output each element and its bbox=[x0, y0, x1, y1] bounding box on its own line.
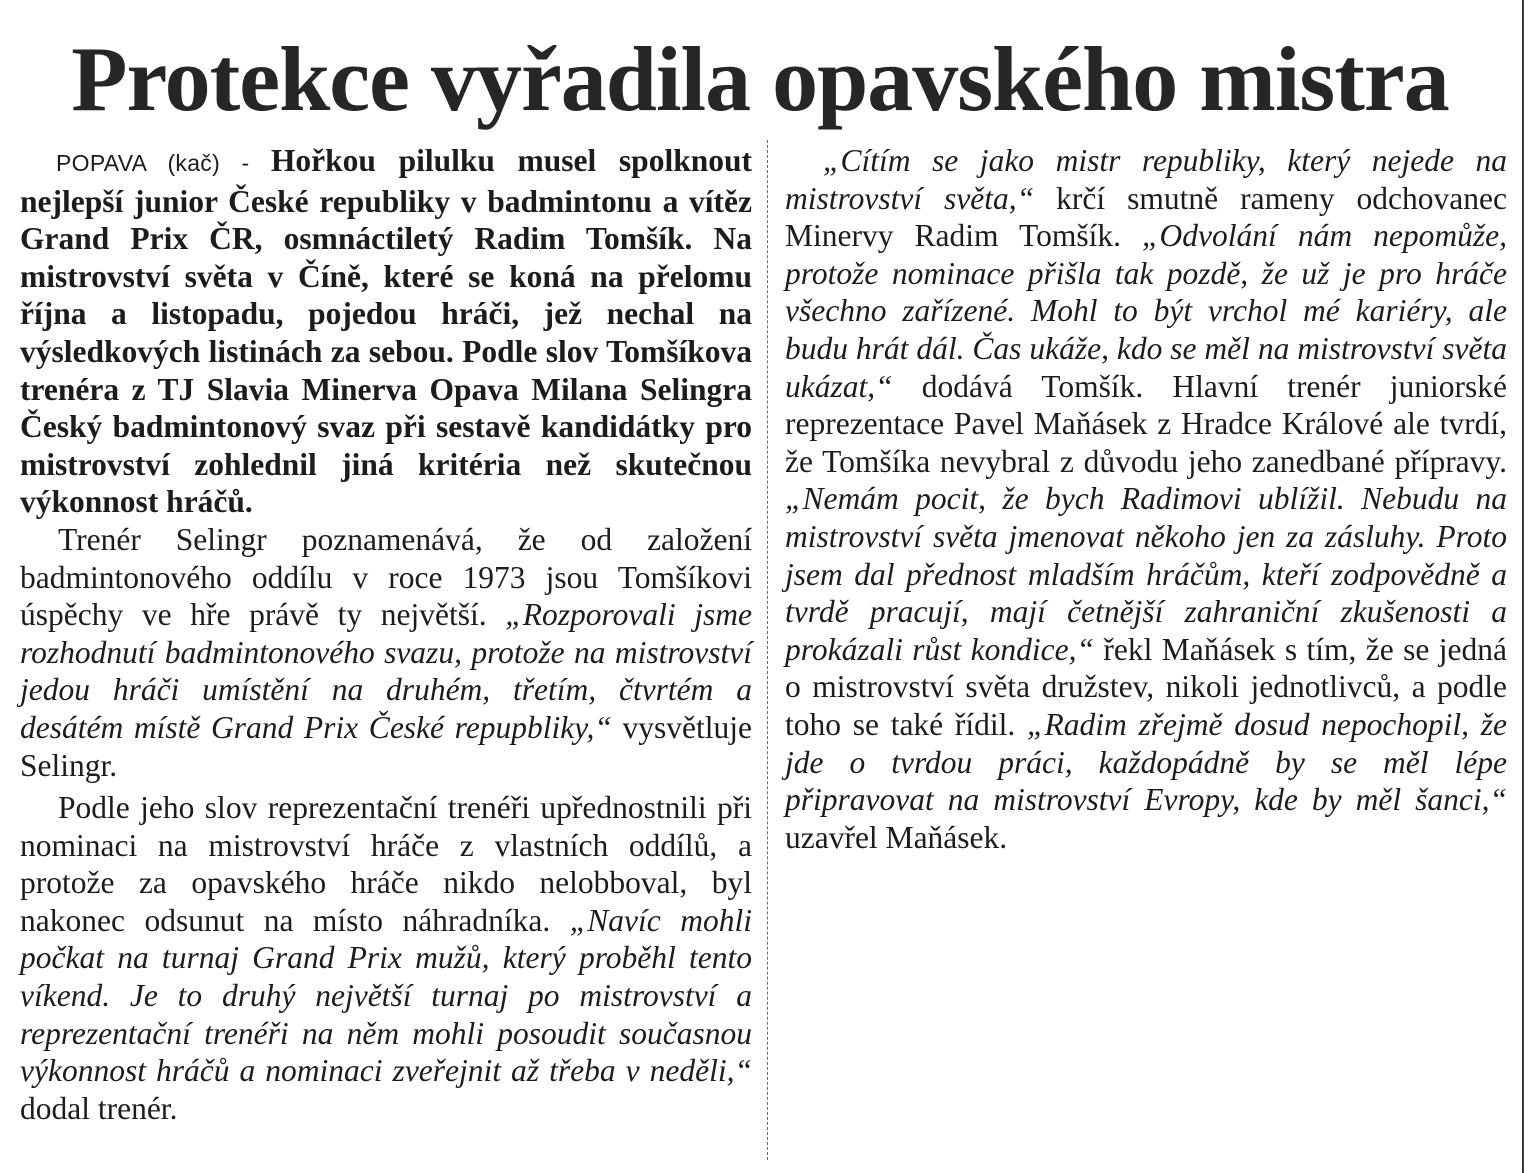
paragraph-text: řekl Maňásek s tím, že se jedná o mistrovství světa družstev, nikoli jednotlivců, a podle toho se také řídil. bbox=[785, 631, 1507, 742]
quote-text: „Radim zřejmě dosud nepochopil, že jde o tvrdou práci, každopádně by se měl lépe připravovat na mistrovství Evropy, kde by měl šanci,“ bbox=[785, 706, 1507, 818]
article-headline: Protekce vyřadila opavského mistra bbox=[71, 28, 1449, 130]
paragraph-text: Podle jeho slov reprezentační trenéři upřednostnili při nominaci na mistrovství hráče z vlastních oddílů, a protože za opavského hráče nikdo nelobboval, byl nakonec odsunut na místo náhradníka. bbox=[20, 790, 752, 938]
page-edge-rule bbox=[1522, 0, 1524, 1173]
paragraph-text: vysvětluje Selingr. bbox=[20, 709, 753, 783]
paragraph-selingr bbox=[20, 521, 752, 784]
paragraph-text: Trenér Selingr poznamenává, že od založení badmintonového oddílu v roce 1973 jsou Tomšíkovi úspěchy ve hře právě ty největší. bbox=[20, 521, 752, 633]
paragraph-text: dodal trenér. bbox=[20, 1090, 178, 1126]
paragraph-tomsik bbox=[785, 142, 1507, 856]
paragraph-text: krčí smutně rameny odchovanec Minervy Radim Tomšík. bbox=[785, 180, 1507, 254]
paragraph-nomination bbox=[20, 789, 752, 1127]
lead-paragraph bbox=[20, 142, 752, 521]
lead-text: Hořkou pilulku musel spolknout nejlepší junior České republiky v badmintonu a vítěz Grand Prix ČR, osmnáctiletý Radim Tomšík. Na mistrovství světa v Číně, které se koná na přelomu října a listopadu, pojedou hráči, jež nechal na výsledkových listinách za sebou. Podle slov Tomšíkova trenéra z TJ Slavia Minerva Opava Milana Selingra Český badmintonový svaz při sestavě kandidátky pro mistrovství zohlednil jiná kritéria než skutečnou výkonnost hráčů. bbox=[20, 143, 752, 520]
quote-text: „Rozporovali jsme rozhodnutí badmintonového svazu, protože na mistrovství jedou hráči umístění na druhém, třetím, čtvrtém a desátém místě Grand Prix České repupbliky,“ bbox=[20, 597, 752, 745]
column-divider bbox=[767, 140, 768, 1160]
article-column-left bbox=[20, 142, 752, 1127]
paragraph-text: dodává Tomšík. Hlavní trenér juniorské reprezentace Pavel Maňásek z Hradce Králové ale tvrdí, že Tomšíka nevybral z důvodu jeho zanedbané přípravy. bbox=[785, 368, 1507, 479]
quote-text: „Odvolání nám nepomůže, protože nominace přišla tak pozdě, že už je pro hráče všechno zařízené. Mohl to být vrchol mé kariéry, ale budu hrát dál. Čas ukáže, kdo se měl na mistrovství světa ukázat,“ bbox=[785, 218, 1507, 404]
article-column-right bbox=[785, 142, 1507, 856]
quote-text: „Cítím se jako mistr republiky, který nejede na mistrovství světa,“ bbox=[785, 143, 1507, 216]
quote-text: „Nemám pocit, že bych Radimovi ublížil. Nebudu na mistrovství světa jmenovat někoho jen za zásluhy. Proto jsem dal přednost mladším hráčům, kteří zodpovědně a tvrdě pracují, mají četnější zahraniční zkušenosti a prokázali růst kondice,“ bbox=[785, 481, 1507, 667]
quote-text: „Navíc mohli počkat na turnaj Grand Prix mužů, který proběhl tento víkend. Je to druhý největší turnaj po mistrovství a reprezentační trenéři na něm mohli posoudit současnou výkonnost hráčů a nominaci zveřejnit až třeba v neděli,“ bbox=[20, 902, 752, 1089]
paragraph-text: uzavřel Maňásek. bbox=[785, 819, 1008, 855]
byline: POPAVA (kač) - bbox=[56, 150, 271, 176]
